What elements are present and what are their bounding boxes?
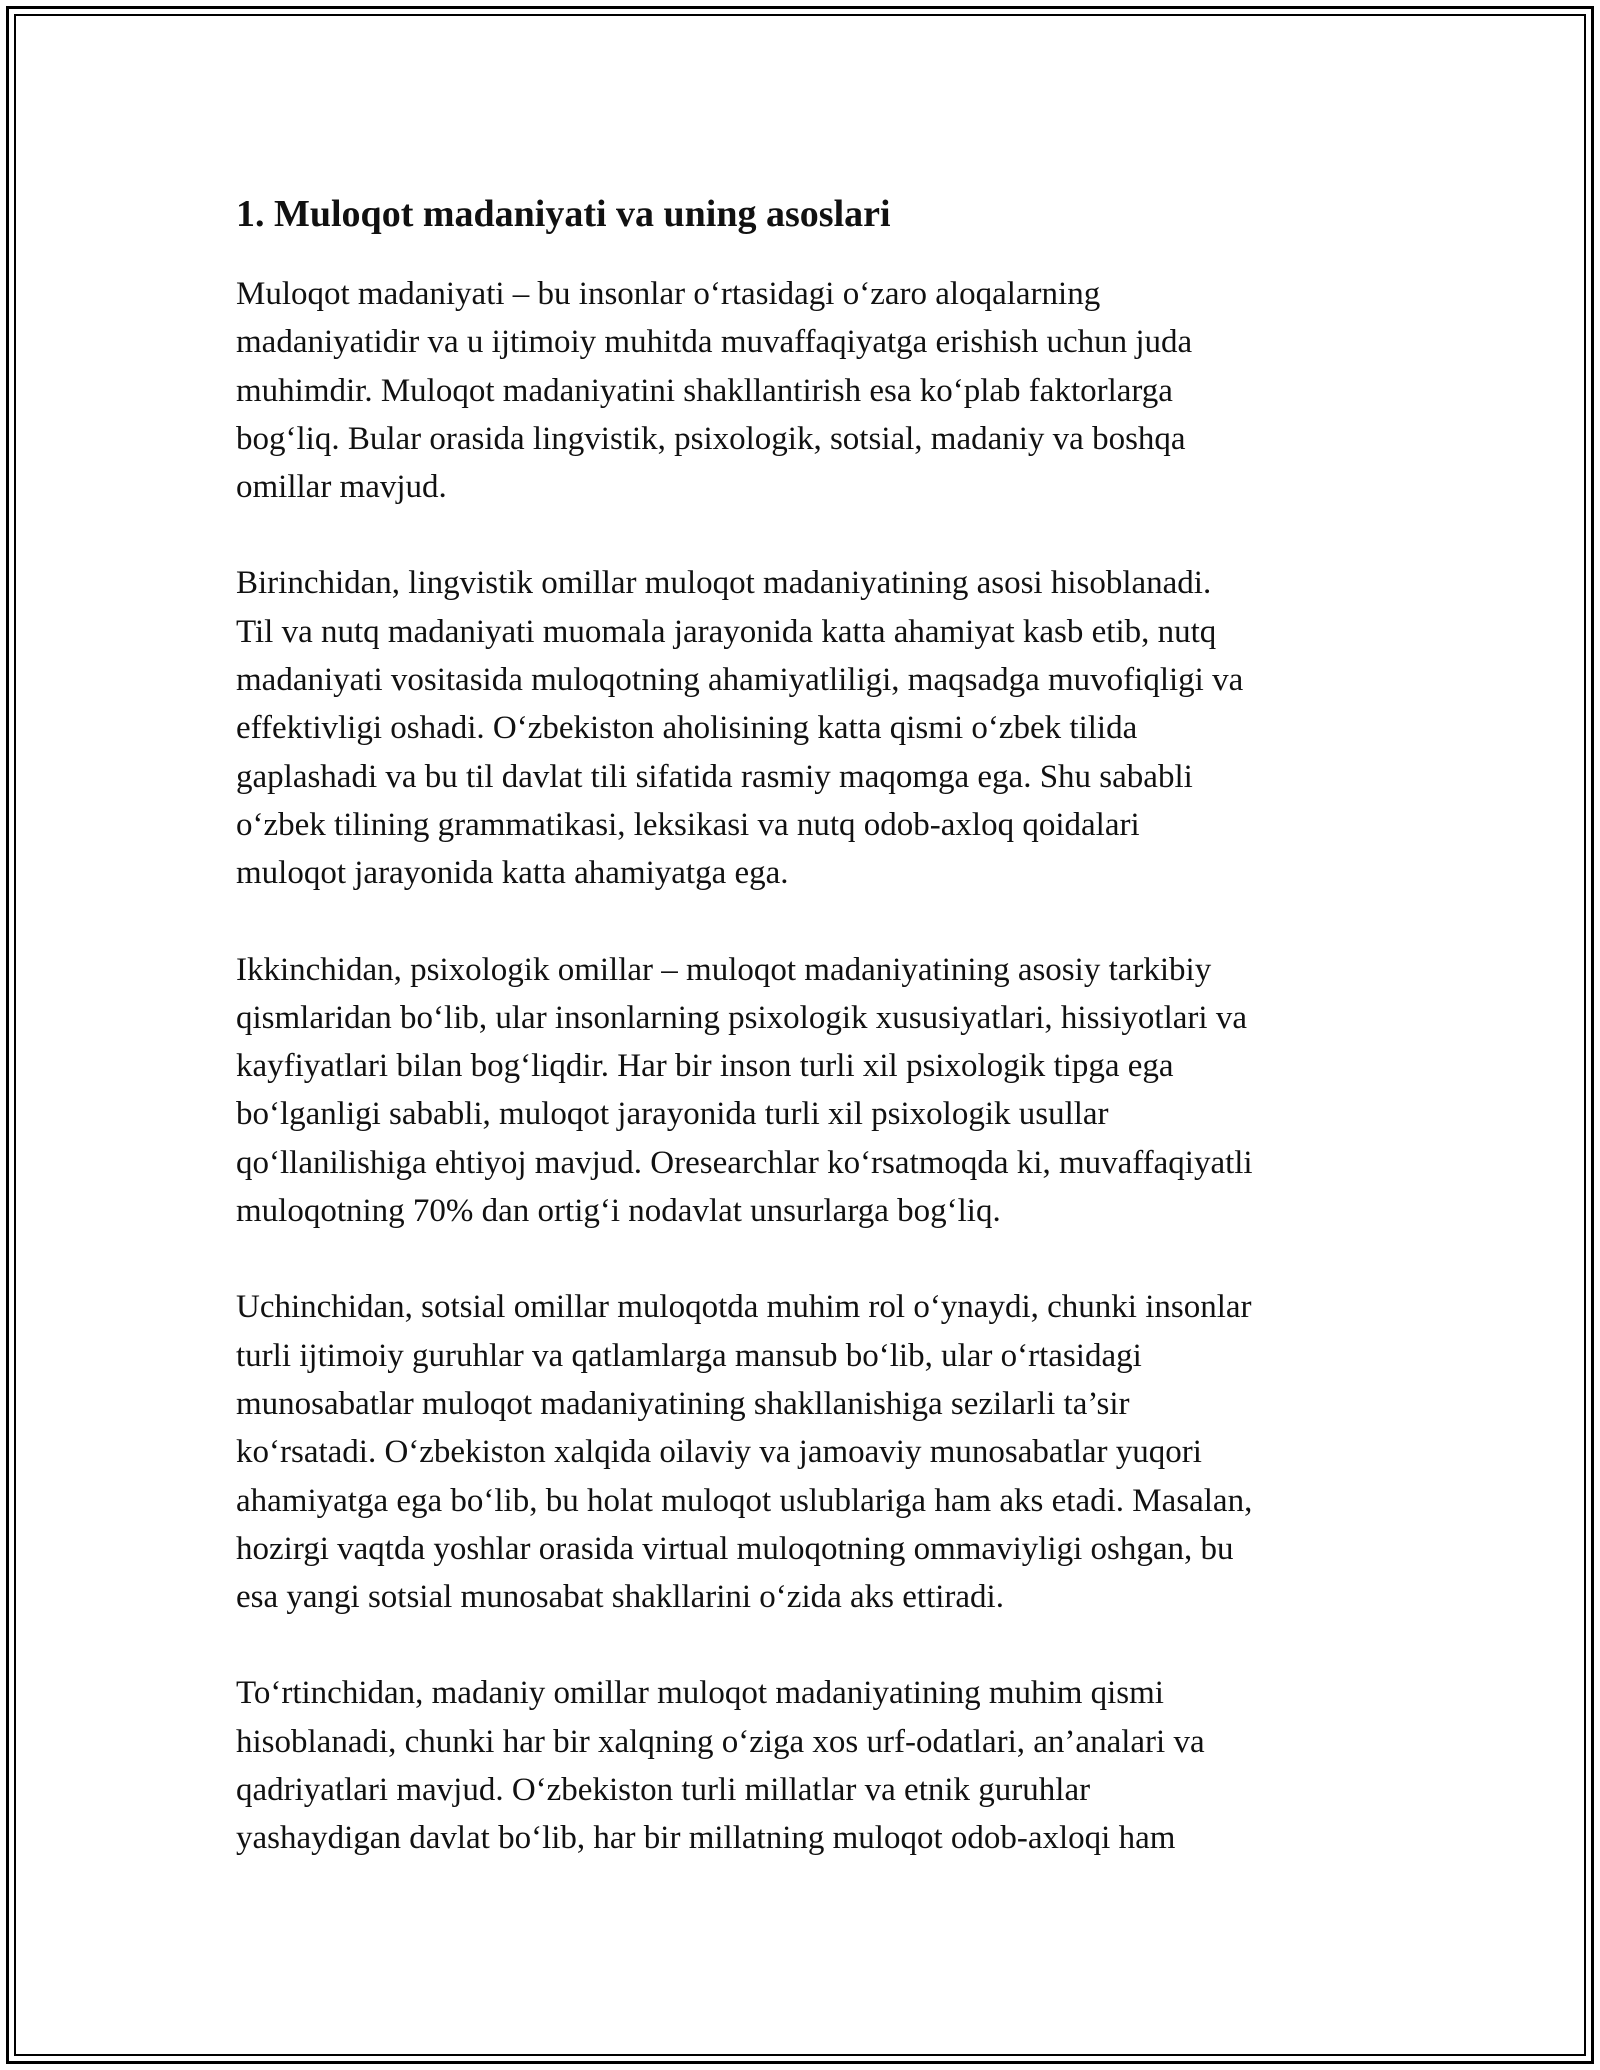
paragraph-intro: Muloqot madaniyati – bu insonlar o‘rtasidagi o‘zaro aloqalarning madaniyatidir va u ijtimoiy muhitda muvaffaqiyatga erishish uchun juda muhimdir. Muloqot madaniyatini shakllantirish esa ko‘plab faktorlarga bog‘liq. Bular orasida lingvistik, psixologik, sotsial, madaniy va boshqa omillar mavjud. <box>236 276 1193 506</box>
paragraph-social: Uchinchidan, sotsial omillar muloqotda muhim rol o‘ynaydi, chunki insonlar turli ijtimoiy guruhlar va qatlamlarga mansub bo‘lib, ular o‘rtasidagi munosabatlar muloqot madaniyatining shakllanishiga sezilarli ta’sir ko‘rsatadi. O‘zbekiston xalqida oilaviy va jamoaviy munosabatlar yuqori ahamiyatga ega bo‘lib, bu holat muloqot uslublariga ham aks etadi. Masalan, hozirgi vaqtda yoshlar orasida virtual muloqotning ommaviyligi oshgan, bu esa yangi sotsial munosabat shakllarini o‘zida aks ettiradi. <box>236 1289 1253 1616</box>
paragraph-psychological: Ikkinchidan, psixologik omillar – muloqot madaniyatining asosiy tarkibiy qismlaridan bo‘lib, ular insonlarning psixologik xususiyatlari, hissiyotlari va kayfiyatlari bilan bog‘liqdir. Har bir inson turli xil psixologik tipga ega bo‘lganligi sababli, muloqot jarayonida turli xil psixologik usullar qo‘llanilishiga ehtiyoj mavjud. Oresearchlar ko‘rsatmoqda ki, muvaffaqiyatli muloqotning 70% dan ortig‘i nodavlat unsurlarga bog‘liq. <box>236 951 1253 1230</box>
paragraph-linguistic: Birinchidan, lingvistik omillar muloqot madaniyatining asosi hisoblanadi. Til va nutq madaniyati muomala jarayonida katta ahamiyat kasb etib, nutq madaniyati vositasida muloqotning ahamiyatliligi, maqsadga muvofiqligi va effektivligi oshadi. O‘zbekiston aholisining katta qismi o‘zbek tilida gaplashadi va bu til davlat tili sifatida rasmiy maqomga ega. Shu sababli o‘zbek tilining grammatikasi, leksikasi va nutq odob-axloq qoidalari muloqot jarayonida katta ahamiyatga ega. <box>236 565 1244 892</box>
section-heading: 1. Muloqot madaniyati va uning asoslari <box>236 193 891 235</box>
document-body <box>236 190 1376 1911</box>
paragraph-cultural: To‘rtinchidan, madaniy omillar muloqot madaniyatining muhim qismi hisoblanadi, chunki har bir xalqning o‘ziga xos urf-odatlari, an’analari va qadriyatlari mavjud. O‘zbekiston turli millatlar va etnik guruhlar yashaydigan davlat bo‘lib, har bir millatning muloqot odob-axloqi ham <box>236 1675 1205 1857</box>
